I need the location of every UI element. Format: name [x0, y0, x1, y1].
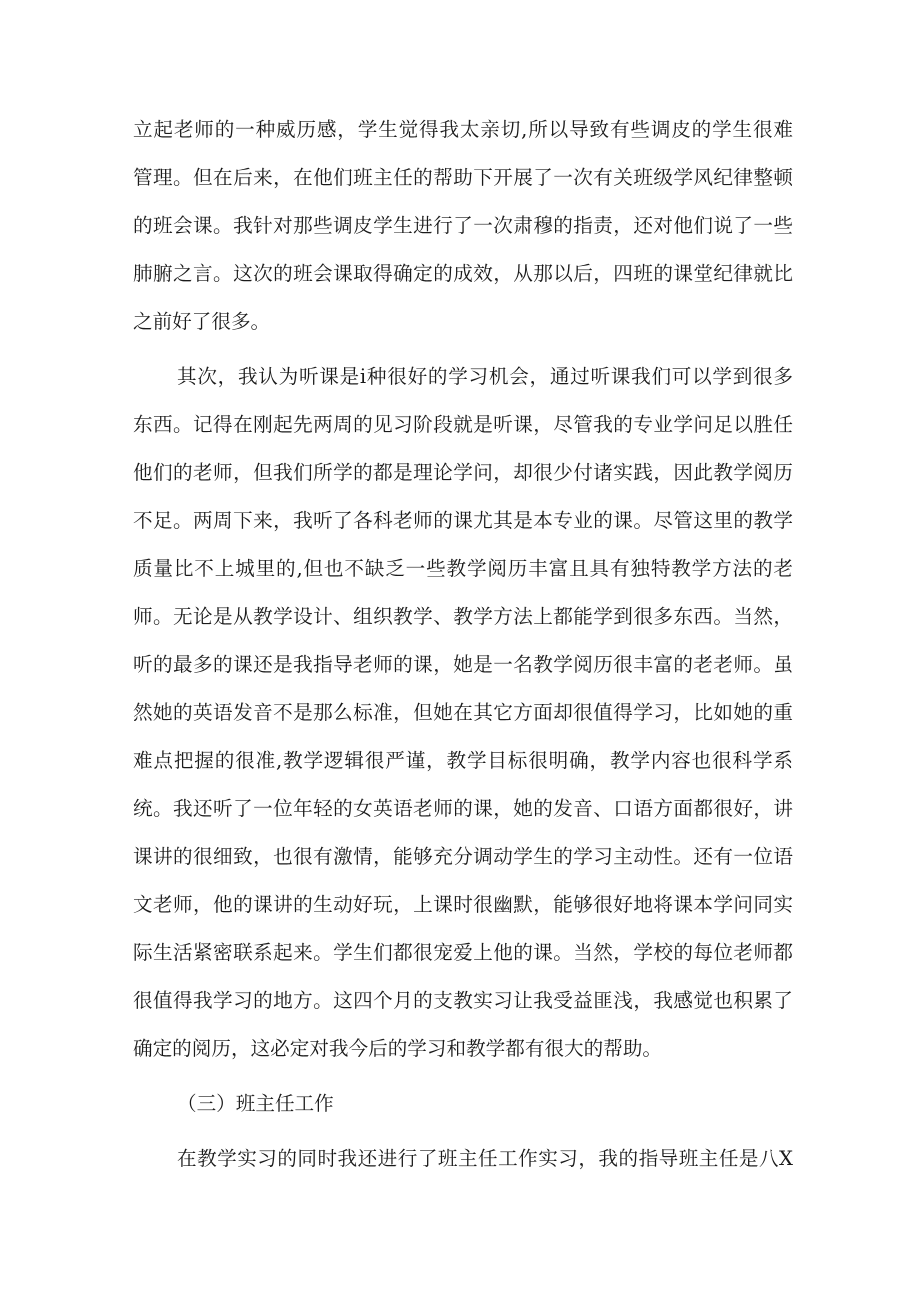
text-line: 很值得我学习的地方。这四个月的支教实习让我受益匪浅，我感觉也积累了 — [133, 989, 793, 1012]
text-line: 然她的英语发音不是那么标准，但她在其它方面却很值得学习，比如她的重 — [133, 701, 793, 724]
text-line: 之前好了很多。 — [133, 310, 271, 333]
text-line: 其次，我认为听课是i种很好的学习机会，通过听课我们可以学到很多 — [177, 365, 793, 388]
text-line: 管理。但在后来，在他们班主任的帮助下开展了一次有关班级学风纪律整顿 — [133, 166, 793, 189]
text-line: 课讲的很细致，也很有激情，能够充分调动学生的学习主动性。还有一位语 — [133, 845, 793, 868]
text-line: 东西。记得在刚起先两周的见习阶段就是听课，尽管我的专业学问足以胜任 — [133, 413, 793, 436]
text-line: 肺腑之言。这次的班会课取得确定的成效，从那以后，四班的课堂纪律就比 — [133, 262, 793, 285]
text-line: 难点把握的很准,教学逻辑很严谨，教学目标很明确，教学内容也很科学系 — [133, 749, 793, 772]
paragraph-1 — [133, 106, 793, 346]
text-line: 他们的老师，但我们所学的都是理论学问，却很少付诸实践，因此教学阅历 — [133, 461, 793, 484]
text-line: 确定的阅历，这必定对我今后的学习和教学都有很大的帮助。 — [133, 1037, 663, 1060]
text-line: 听的最多的课还是我指导老师的课，她是一名教学阅历很丰富的老老师。虽 — [133, 653, 793, 676]
paragraph-2 — [133, 353, 793, 1073]
text-line: 文老师，他的课讲的生动好玩，上课时很幽默，能够很好地将课本学问同实 — [133, 893, 793, 916]
section-heading: （三）班主任工作 — [177, 1092, 334, 1115]
text-line: 统。我还听了一位年轻的女英语老师的课，她的发音、口语方面都很好，讲 — [133, 797, 793, 820]
paragraph-3-line: 在教学实习的同时我还进行了班主任工作实习，我的指导班主任是八X — [177, 1147, 793, 1170]
text-line: 不足。两周下来，我听了各科老师的课尤其是本专业的课。尽管这里的教学 — [133, 509, 793, 532]
document-body — [133, 106, 793, 1183]
text-line: 质量比不上城里的,但也不缺乏一些教学阅历丰富且具有独特教学方法的老 — [133, 557, 793, 580]
text-line: 师。无论是从教学设计、组织教学、教学方法上都能学到很多东西。当然， — [133, 605, 793, 628]
text-line: 立起老师的一种威历感，学生觉得我太亲切,所以导致有些调皮的学生很难 — [133, 118, 793, 141]
text-line: 的班会课。我针对那些调皮学生进行了一次肃穆的指责，还对他们说了一些 — [133, 214, 793, 237]
text-line: 际生活紧密联系起来。学生们都很宠爱上他的课。当然，学校的每位老师都 — [133, 941, 793, 964]
